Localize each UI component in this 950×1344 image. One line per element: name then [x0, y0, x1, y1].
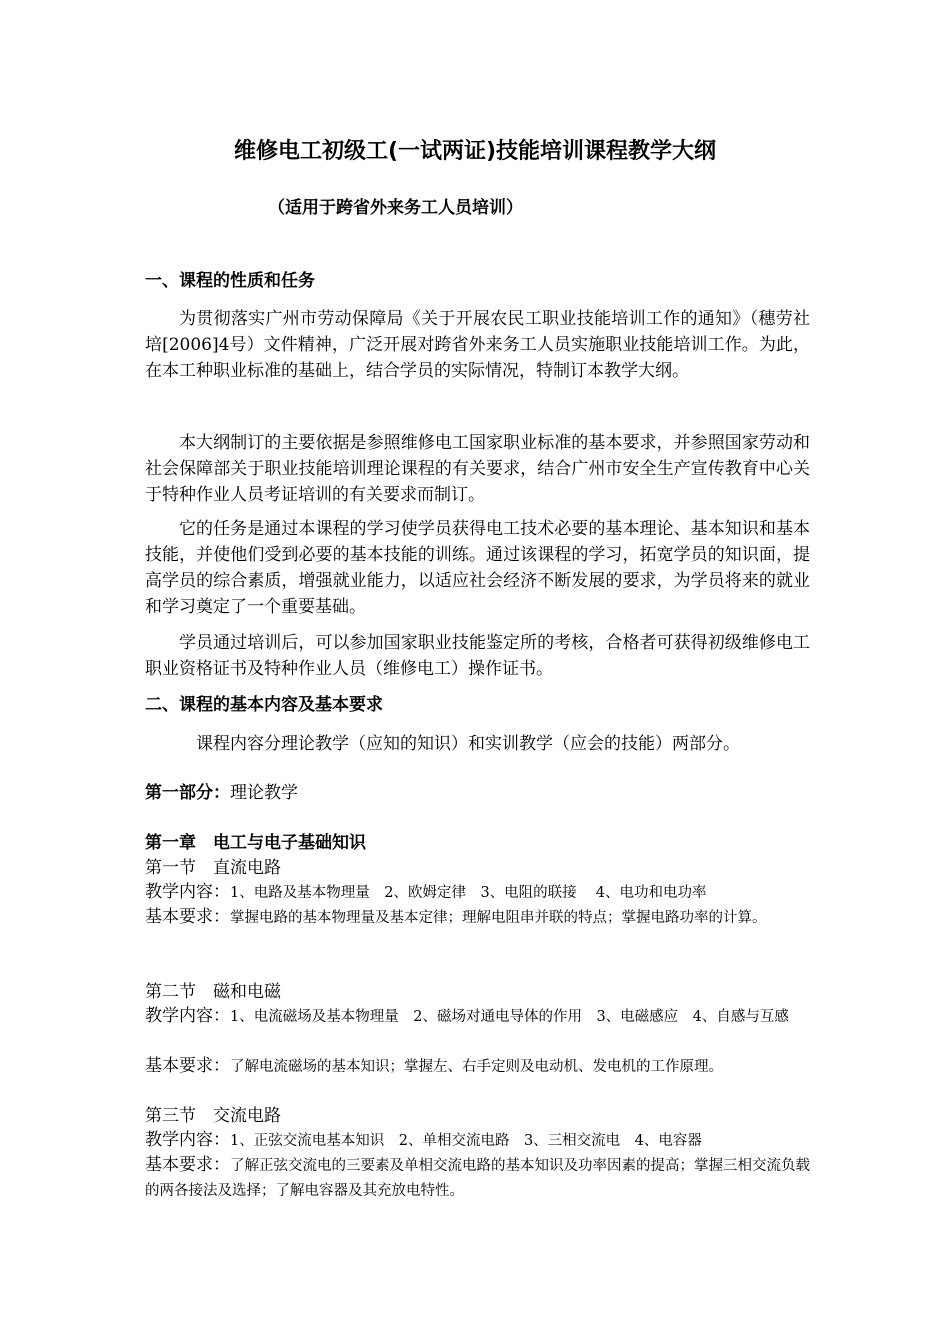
chapter1-section1-requirement	[145, 905, 810, 931]
part1-text: 理论教学	[230, 783, 298, 803]
part1-line	[145, 780, 810, 806]
content-text: 1、电路及基本物理量 2、欧姆定律 3、电阻的联接 4、电功和电功率	[230, 885, 707, 901]
chapter1-section3-content	[145, 1128, 810, 1154]
content-label: 教学内容：	[145, 1006, 230, 1026]
requirement-label: 基本要求：	[145, 907, 230, 927]
section1-paragraph-4: 学员通过培训后，可以参加国家职业技能鉴定所的考核，合格者可获得初级维修电工职业资格证书及特种作业人员（维修电工）操作证书。	[145, 633, 810, 679]
requirement-label: 基本要求：	[145, 1056, 230, 1076]
chapter1-section3-requirement	[145, 1153, 810, 1204]
section1-paragraph-1: 为贯彻落实广州市劳动保障局《关于开展农民工职业技能培训工作的通知》（穗劳社培[2006]4号）文件精神，广泛开展对跨省外来务工人员实施职业技能培训工作。为此，在本工种职业标准的基础上，结合学员的实际情况，特制订本教学大纲。	[145, 309, 810, 381]
requirement-text: 掌握电路的基本物理量及基本定律；理解电阻串并联的特点；掌握电路功率的计算。	[230, 910, 767, 926]
chapter1-section2-requirement	[145, 1054, 810, 1080]
chapter1-section2-content	[145, 1004, 810, 1030]
requirement-label: 基本要求：	[145, 1155, 230, 1175]
content-text: 1、电流磁场及基本物理量 2、磁场对通电导体的作用 3、电磁感应 4、自感与互感	[230, 1009, 789, 1025]
section1-paragraph-3: 它的任务是通过本课程的学习使学员获得电工技术必要的基本理论、基本知识和基本技能，并使他们受到必要的基本技能的训练。通过该课程的学习，拓宽学员的知识面，提高学员的综合素质，增强就业能力，以适应社会经济不断发展的要求，为学员将来的就业和学习奠定了一个重要基础。	[145, 519, 810, 617]
content-label: 教学内容：	[145, 1130, 230, 1150]
section2-intro: 课程内容分理论教学（应知的知识）和实训教学（应会的技能）两部分。	[196, 734, 740, 754]
part1-label: 第一部分：	[145, 783, 230, 803]
content-text: 1、正弦交流电基本知识 2、单相交流电路 3、三相交流电 4、电容器	[230, 1133, 702, 1149]
chapter1-section2-title: 第二节 磁和电磁	[145, 982, 281, 1002]
content-label: 教学内容：	[145, 882, 230, 902]
requirement-text: 了解正弦交流电的三要素及单相交流电路的基本知识及功率因素的提高；掌握三相交流负载的两各接法及选择；了解电容器及其充放电特性。	[145, 1158, 810, 1199]
document-subtitle: （适用于跨省外来务工人员培训）	[268, 198, 523, 218]
section2-heading: 二、课程的基本内容及基本要求	[145, 695, 383, 715]
document-title: 维修电工初级工(一试两证)技能培训课程教学大纲	[233, 139, 717, 164]
chapter1-section3-title: 第三节 交流电路	[145, 1106, 281, 1126]
requirement-text: 了解电流磁场的基本知识；掌握左、右手定则及电动机、发电机的工作原理。	[230, 1059, 723, 1075]
chapter1-section1-content	[145, 880, 810, 906]
section1-heading: 一、课程的性质和任务	[145, 271, 315, 291]
chapter1-heading: 第一章 电工与电子基础知识	[145, 833, 366, 853]
section1-paragraph-2: 本大纲制订的主要依据是参照维修电工国家职业标准的基本要求，并参照国家劳动和社会保障部关于职业技能培训理论课程的有关要求，结合广州市安全生产宣传教育中心关于特种作业人员考证培训的有关要求而制订。	[145, 433, 810, 505]
chapter1-section1-title: 第一节 直流电路	[145, 858, 281, 878]
